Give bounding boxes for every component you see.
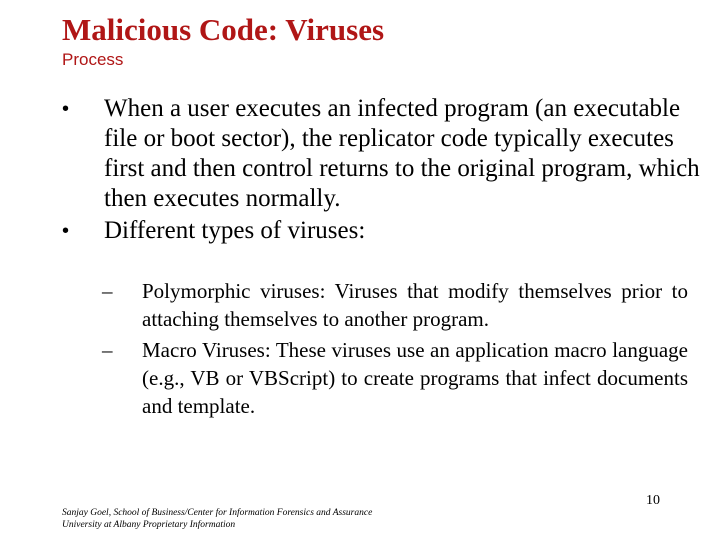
bullet-list (62, 94, 702, 248)
sub-bullet-item (102, 336, 688, 420)
footer-line-institution: University at Albany Proprietary Information (62, 520, 236, 530)
sub-bullet-list (102, 277, 688, 423)
bullet-item (62, 216, 702, 246)
bullet-item (62, 94, 702, 214)
bullet-text: Different types of viruses: (104, 217, 366, 244)
footer-line-author: Sanjay Goel, School of Business/Center for Information Forensics and Assurance (62, 508, 373, 518)
bullet-dot-icon: • (62, 220, 70, 242)
bullet-dot-icon: • (62, 98, 70, 120)
bullet-text: When a user executes an infected program (an executable file or boot sector), the replicator code typically executes first and then control returns to the original program, which then executes normally. (104, 95, 700, 212)
sub-bullet-item (102, 277, 688, 333)
page-number: 10 (646, 493, 660, 508)
sub-bullet-text: Polymorphic viruses: Viruses that modify themselves prior to attaching themselves to another program. (142, 279, 688, 331)
dash-icon: – (102, 279, 113, 303)
dash-icon: – (102, 338, 113, 362)
slide-subtitle: Process (62, 50, 124, 69)
slide-title: Malicious Code: Viruses (62, 12, 385, 47)
footer-credit (62, 507, 442, 531)
sub-bullet-text: Macro Viruses: These viruses use an application macro language (e.g., VB or VBScript) to create programs that infect documents and template. (142, 338, 688, 418)
